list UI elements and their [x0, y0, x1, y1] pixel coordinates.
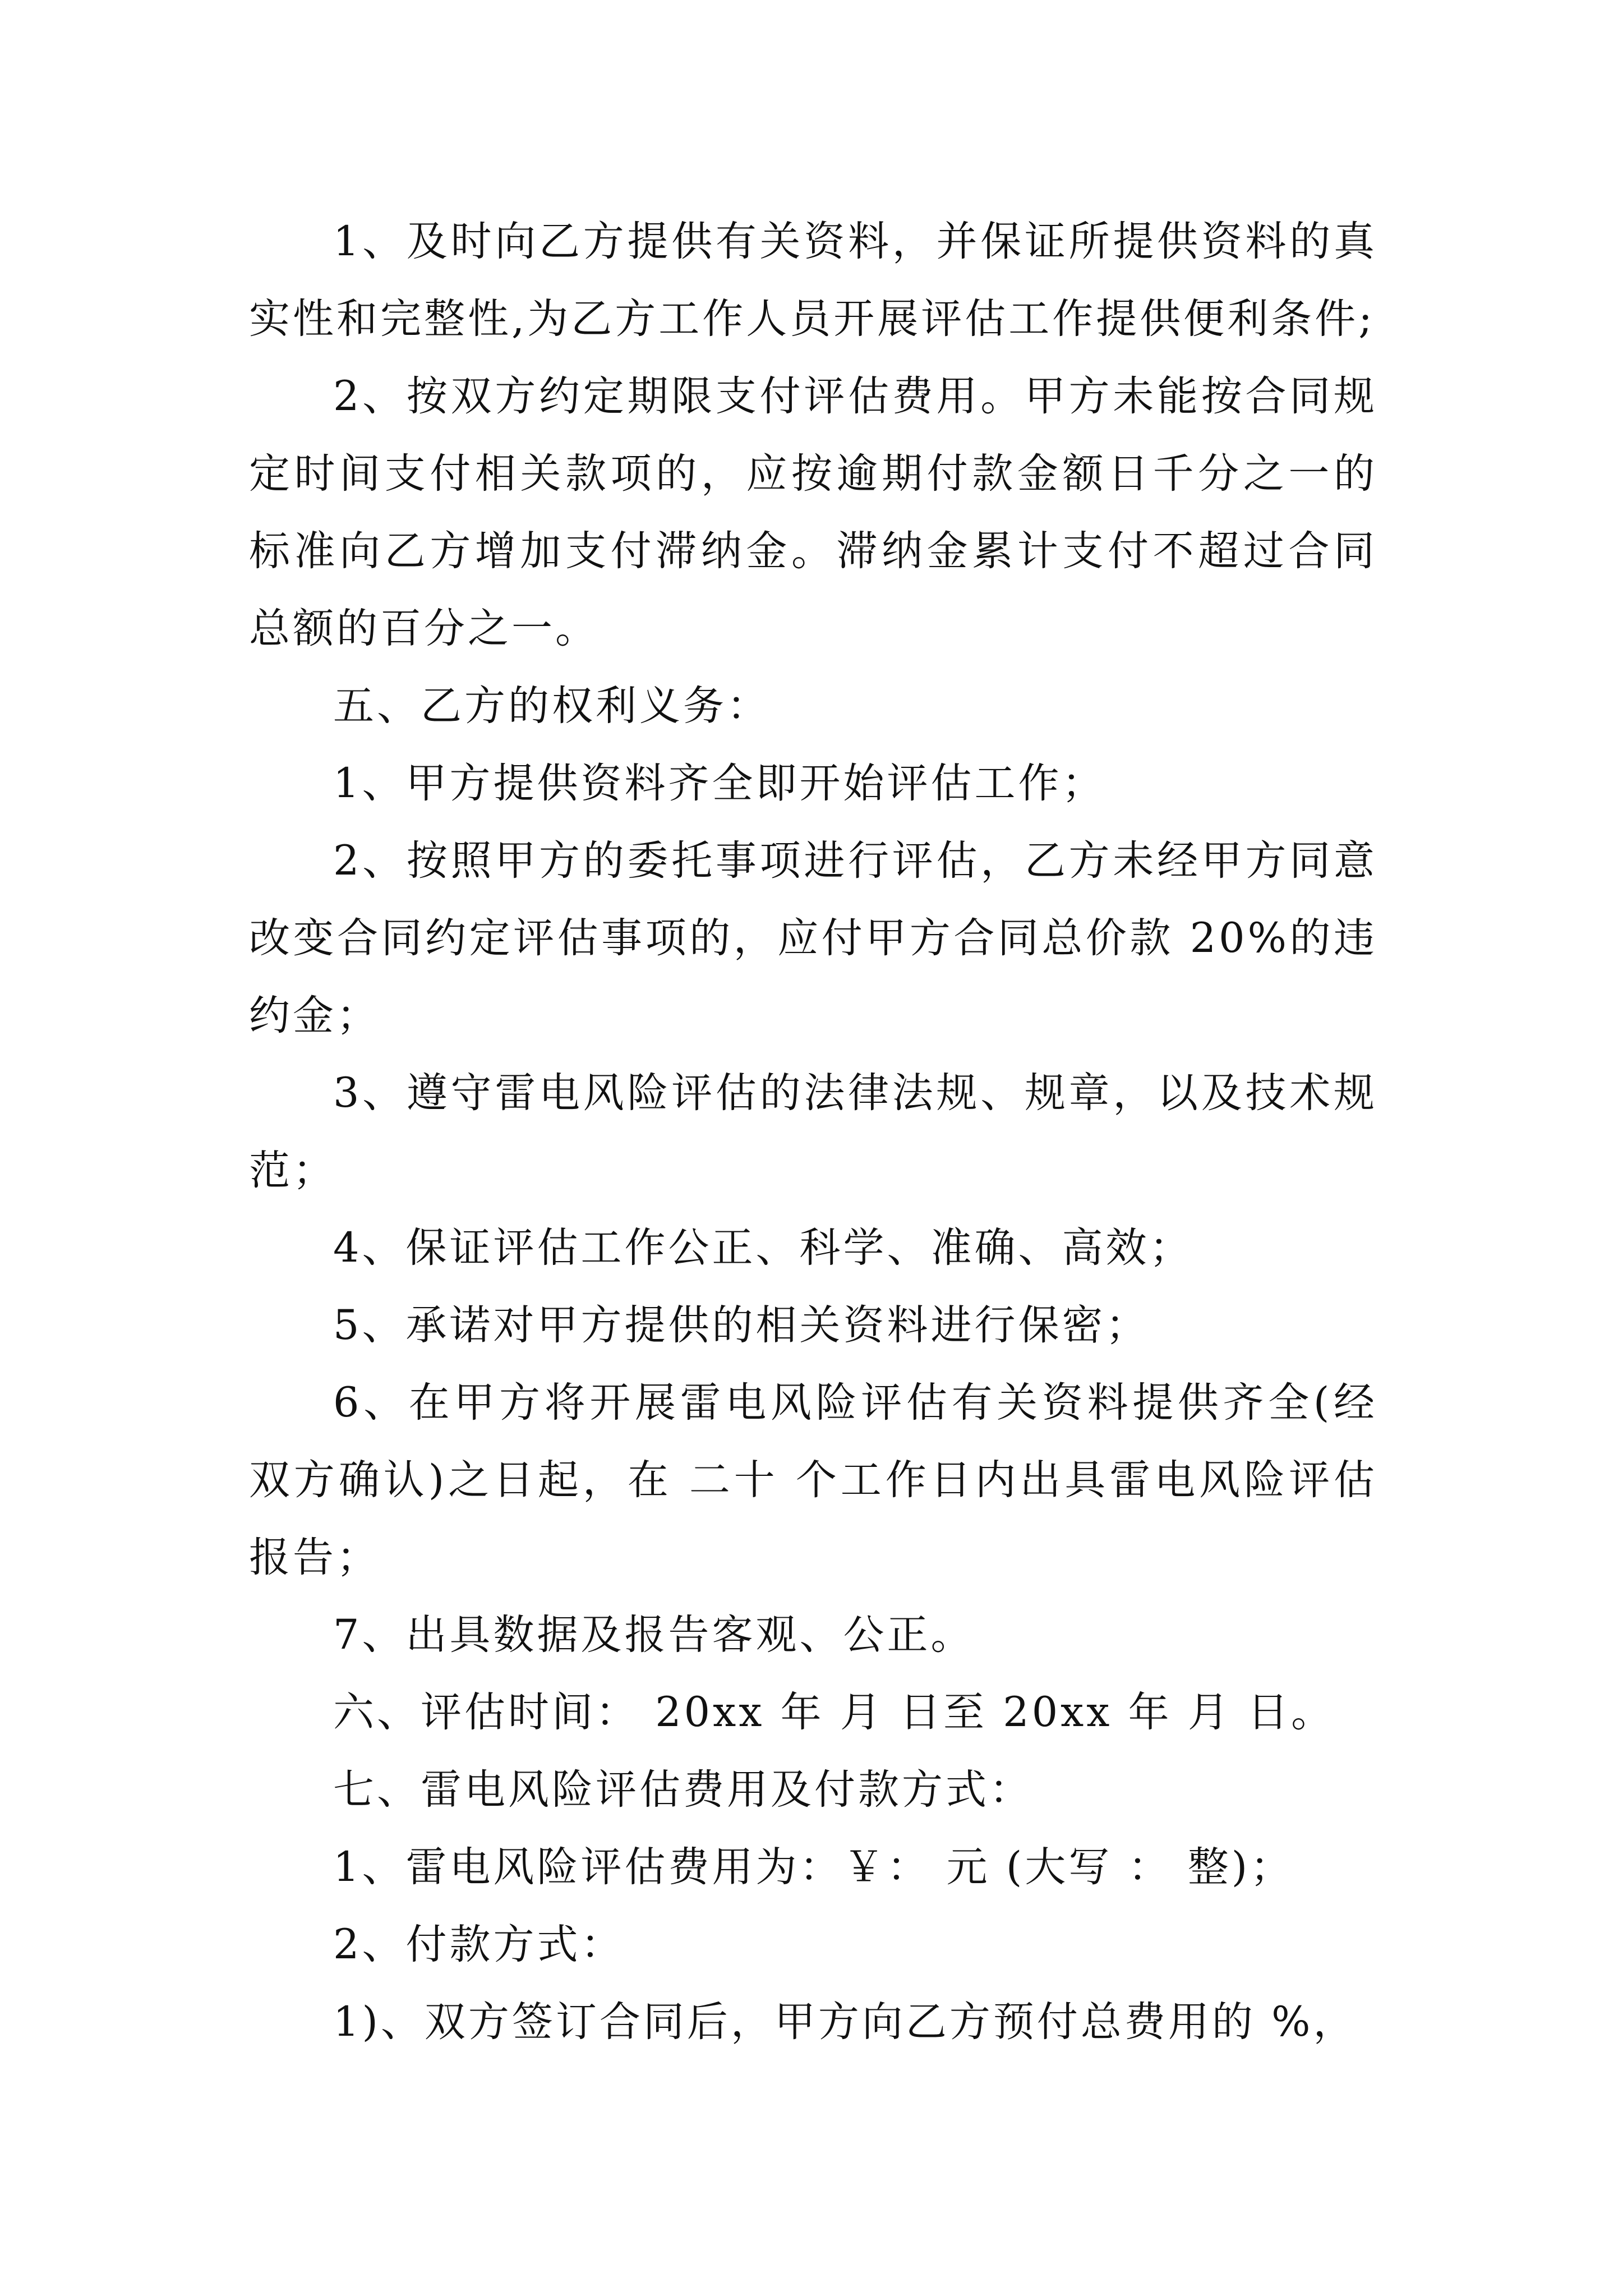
clause-party-b-comply-regulations: 3、遵守雷电风险评估的法律法规、规章，以及技术规范； [249, 1069, 1377, 1194]
section-heading-party-b-rights: 五、乙方的权利义务： [333, 682, 771, 730]
clause-party-b-fairness: 4、保证评估工作公正、科学、准确、高效； [333, 1224, 1193, 1272]
section-heading-fees-payment: 七、雷电风险评估费用及付款方式： [333, 1766, 1033, 1814]
clause-party-a-payment: 2、按双方约定期限支付评估费用。甲方未能按合同规定时间支付相关款项的，应按逾期付款金额日千分之一的标准向乙方增加支付滞纳金。滞纳金累计支付不超过合同总额的百分之一。 [249, 372, 1377, 652]
clause-party-b-start-work: 1、甲方提供资料齐全即开始评估工作； [333, 760, 1106, 807]
section-heading-evaluation-time: 六、评估时间： 20xx 年 月 日至 20xx 年 月 日。 [333, 1688, 1335, 1736]
clause-party-b-report-deadline: 6、在甲方将开展雷电风险评估有关资料提供齐全(经双方确认)之日起，在 二十 个工作日内出具雷电风险评估报告； [249, 1379, 1377, 1581]
clause-fee-amount: 1、雷电风险评估费用为：￥： 元 (大写 ： 整)； [333, 1843, 1294, 1891]
clause-payment-method: 2、付款方式： [333, 1921, 625, 1968]
document-page [249, 203, 1377, 2061]
clause-party-b-entrusted-matters: 2、按照甲方的委托事项进行评估，乙方未经甲方同意改变合同约定评估事项的，应付甲方合同总价款 20%的违约金； [249, 837, 1377, 1039]
clause-party-a-provide-materials: 1、及时向乙方提供有关资料，并保证所提供资料的真实性和完整性,为乙方工作人员开展评估工作提供便利条件; [249, 218, 1377, 343]
clause-party-b-objective-report: 7、出具数据及报告客观、公正。 [333, 1611, 975, 1659]
clause-prepayment: 1)、双方签订合同后，甲方向乙方预付总费用的 %， [333, 1998, 1357, 2046]
clause-party-b-confidentiality: 5、承诺对甲方提供的相关资料进行保密； [333, 1301, 1150, 1349]
